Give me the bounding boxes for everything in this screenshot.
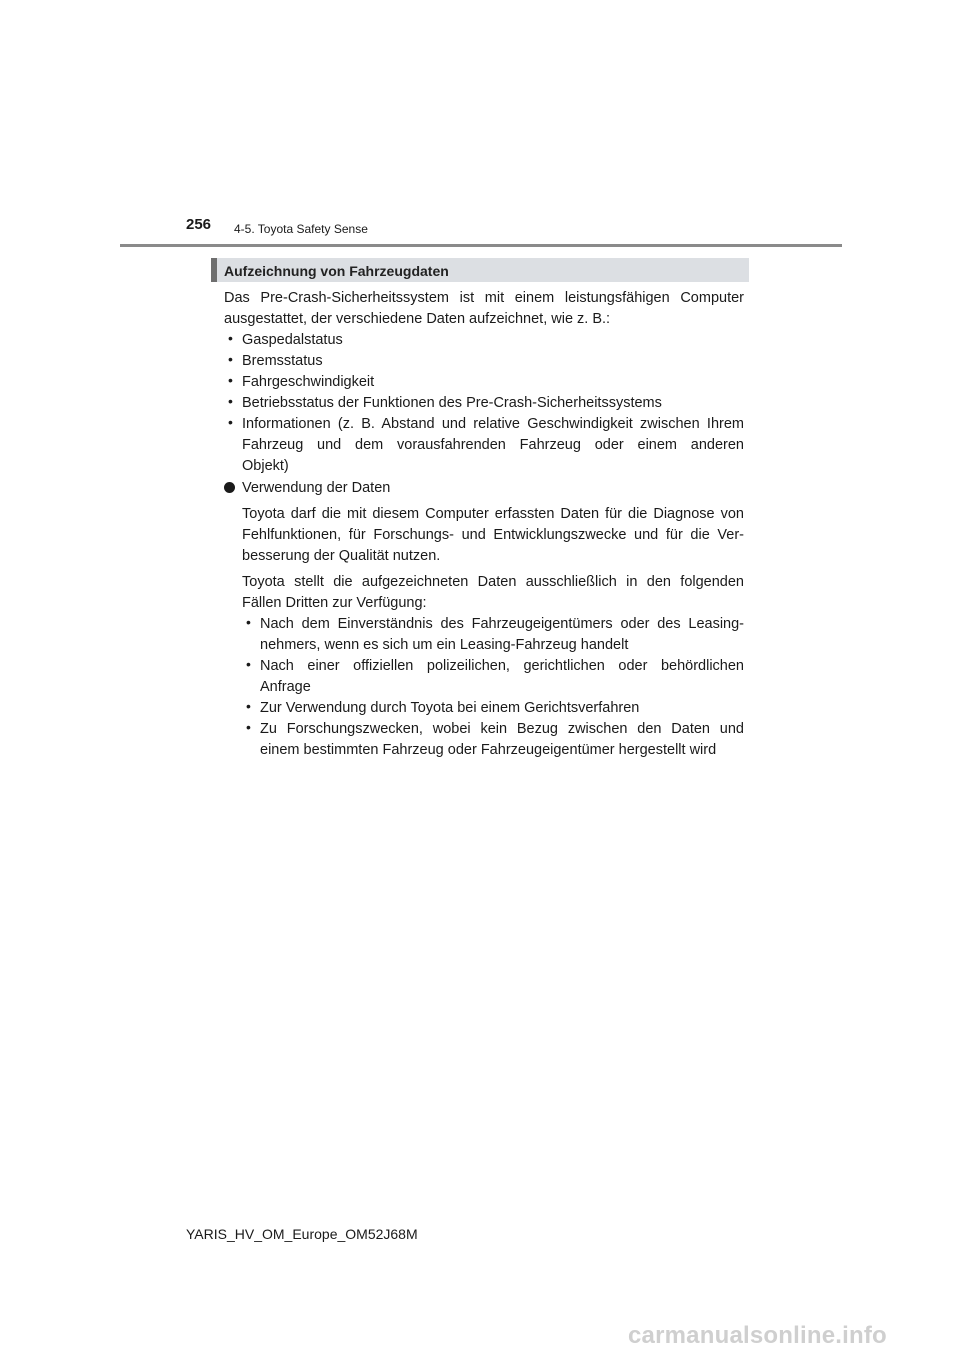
bullet-item: Betriebsstatus der Funktionen des Pre-Crash-Sicherheitssystems: [242, 395, 662, 411]
bullet-dot: •: [246, 656, 251, 672]
usage-para1-line-2: Fehlfunktionen, für Forschungs- und Entwicklungszwecke und für die Ver-: [242, 527, 744, 543]
page-number: 256: [186, 216, 212, 233]
bullet-dot: •: [228, 372, 233, 388]
usage-para2-line-1: Toyota stellt die aufgezeichneten Daten ausschließlich in den folgenden: [242, 574, 744, 590]
case-1-line-1: Nach dem Einverständnis des Fahrzeugeigentümers oder des Leasing-: [260, 616, 744, 632]
bullet-dot: •: [228, 351, 233, 367]
bullet-dot: •: [246, 719, 251, 735]
case-3-line-1: Zur Verwendung durch Toyota bei einem Gerichtsverfahren: [260, 700, 640, 716]
bullet-dot: •: [228, 393, 233, 409]
bullet-item-line-3: Objekt): [242, 458, 289, 474]
bullet-dot: •: [246, 614, 251, 630]
section-label: 4-5. Toyota Safety Sense: [234, 222, 368, 236]
case-4-line-2: einem bestimmten Fahrzeug oder Fahrzeugeigentümer hergestellt wird: [260, 742, 717, 758]
usage-para1-line-1: Toyota darf die mit diesem Computer erfassten Daten für die Diagnose von: [242, 506, 744, 522]
section-heading: Aufzeichnung von Fahrzeugdaten: [224, 263, 449, 279]
case-1-line-2: nehmers, wenn es sich um ein Leasing-Fahrzeug handelt: [260, 637, 629, 653]
usage-para1-line-3: besserung der Qualität nutzen.: [242, 548, 441, 564]
bullet-dot: •: [228, 330, 233, 346]
bullet-item: Fahrgeschwindigkeit: [242, 374, 375, 390]
watermark: carmanualsonline.info: [628, 1322, 887, 1349]
header-rule: [120, 244, 842, 247]
intro-line-2: ausgestattet, der verschiedene Daten aufzeichnet, wie z. B.:: [224, 311, 611, 327]
circle-bullet-icon: [224, 482, 235, 493]
bullet-dot: •: [228, 414, 233, 430]
bullet-item-line-2: Fahrzeug und dem vorausfahrenden Fahrzeug oder einem anderen: [242, 437, 744, 453]
usage-title: Verwendung der Daten: [242, 480, 391, 496]
footer-doc-code: YARIS_HV_OM_Europe_OM52J68M: [186, 1226, 418, 1242]
usage-para2-line-2: Fällen Dritten zur Verfügung:: [242, 595, 427, 611]
bullet-item-line-1: Informationen (z. B. Abstand und relative Geschwindigkeit zwischen Ihrem: [242, 416, 744, 432]
bullet-item: Bremsstatus: [242, 353, 323, 369]
case-2-line-2: Anfrage: [260, 679, 311, 695]
case-4-line-1: Zu Forschungszwecken, wobei kein Bezug zwischen den Daten und: [260, 721, 744, 737]
intro-line-1: Das Pre-Crash-Sicherheitssystem ist mit einem leistungsfähigen Computer: [224, 290, 744, 306]
bullet-item: Gaspedalstatus: [242, 332, 343, 348]
bullet-dot: •: [246, 698, 251, 714]
case-2-line-1: Nach einer offiziellen polizeilichen, gerichtlichen oder behördlichen: [260, 658, 744, 674]
heading-accent: [211, 258, 217, 282]
